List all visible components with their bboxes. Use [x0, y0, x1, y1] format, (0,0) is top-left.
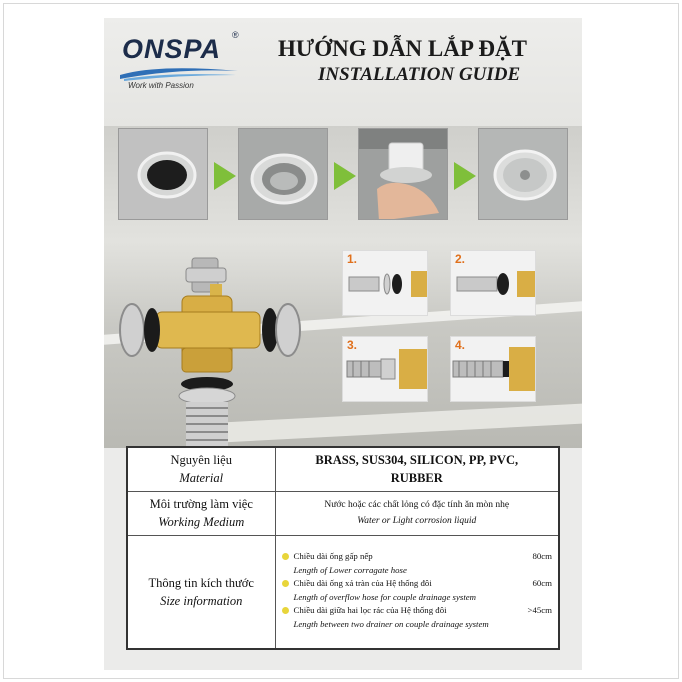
step-arrow-icon [334, 162, 356, 190]
material-value-line-1: BRASS, SUS304, SILICON, PP, PVC, [315, 453, 519, 468]
size-item-1-en: Length of Lower corragate hose [293, 565, 407, 576]
material-value-cell [275, 447, 559, 491]
size-item-2-en: Length of overflow hose for couple drainage system [293, 592, 477, 603]
size-label-cell [127, 535, 275, 649]
logo-tagline: Work with Passion [128, 81, 194, 90]
step-arrow-icon [454, 162, 476, 190]
medium-value-cell [275, 491, 559, 535]
logo-wordmark: ONSPA [122, 34, 222, 64]
logo-swoosh-icon [118, 66, 240, 82]
step-number: 4. [455, 338, 466, 352]
step-number: 3. [347, 338, 358, 352]
size-item-2-vn: Chiều dài ống xả tràn của Hệ thống đôi [293, 578, 432, 589]
registered-mark: ® [232, 30, 239, 40]
page-title-vn: HƯỚNG DẪN LẮP ĐẶT [278, 36, 527, 61]
material-label-en: Material [179, 471, 224, 486]
step-number: 2. [455, 252, 466, 266]
step-photo-4 [478, 128, 568, 220]
table-row-material [127, 447, 559, 491]
installed-strainer-photo [479, 129, 568, 220]
material-value-line-2: RUBBER [390, 471, 443, 486]
step-photo-2 [238, 128, 328, 220]
drain-basket-inserted-photo [239, 129, 328, 220]
medium-value-vn: Nước hoặc các chất lỏng có đặc tính ăn mòn nhẹ [324, 500, 510, 510]
bullet-icon [282, 580, 289, 587]
specification-table [126, 446, 560, 650]
size-item-1-value: 80cm [532, 551, 552, 562]
bullet-icon [282, 607, 289, 614]
size-label-vn: Thông tin kích thước [148, 575, 254, 590]
step-arrow-icon [214, 162, 236, 190]
size-item-3 [282, 604, 553, 617]
size-item-2-value: 60cm [532, 578, 552, 589]
size-label-en: Size information [160, 593, 243, 608]
step-photo-1 [118, 128, 208, 220]
sink-drain-hole-photo [119, 129, 208, 220]
assembly-step-3 [342, 336, 428, 402]
step-number: 1. [347, 252, 358, 266]
material-label-vn: Nguyên liệu [170, 453, 232, 468]
medium-label-cell [127, 491, 275, 535]
size-value-cell [275, 535, 559, 649]
medium-value-en: Water or Light corrosion liquid [357, 516, 477, 526]
assembly-step-4 [450, 336, 536, 402]
size-item-3-vn: Chiều dài giữa hai lọc rác của Hệ thống đôi [293, 605, 447, 616]
assembly-step-2 [450, 250, 536, 316]
medium-label-vn: Môi trường làm việc [149, 497, 253, 511]
installation-guide-poster [104, 18, 582, 670]
brass-tee-fitting-illustration [112, 244, 302, 456]
bullet-icon [282, 553, 289, 560]
size-item-1 [282, 550, 553, 563]
size-item-3-en: Length between two drainer on couple drainage system [293, 619, 489, 630]
table-row-size [127, 535, 559, 649]
medium-label-en: Working Medium [158, 515, 245, 529]
step-photo-3 [358, 128, 448, 220]
material-label-cell [127, 447, 275, 491]
page-title-en: INSTALLATION GUIDE [318, 64, 521, 85]
table-row-medium [127, 491, 559, 535]
onspa-logo [118, 30, 248, 110]
assembly-step-1 [342, 250, 428, 316]
size-item-1-vn: Chiều dài ống gấp nếp [293, 551, 373, 562]
underside-nut-tightening-photo [359, 129, 448, 220]
size-item-3-value: >45cm [527, 605, 552, 616]
size-item-2 [282, 577, 553, 590]
